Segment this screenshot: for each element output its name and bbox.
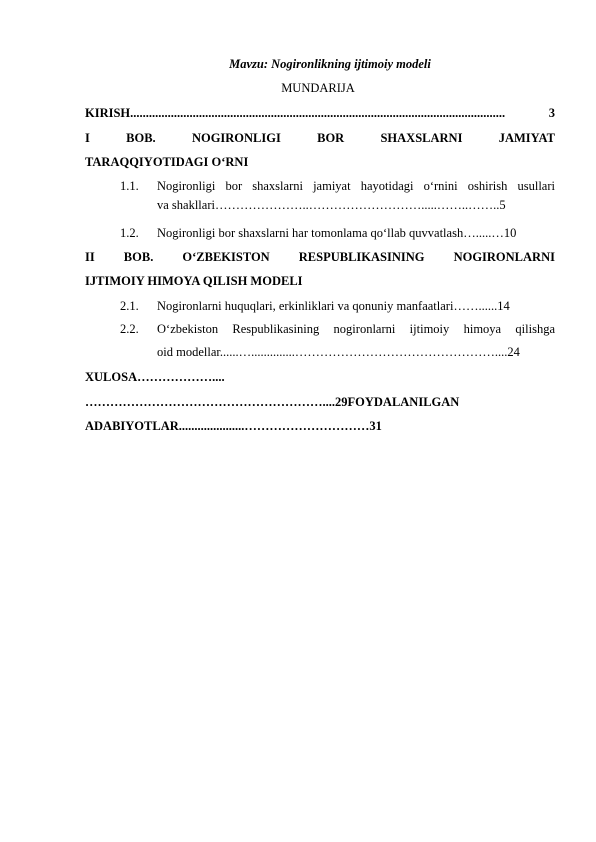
chapter-1-word: BOB. (126, 131, 156, 145)
section-title-line2: va shakllari…………………..……………………….....……..……..5 (157, 198, 506, 212)
section-number: 1.1. (120, 179, 139, 193)
toc-section-2-2[interactable] (120, 321, 555, 361)
document-topic: Mavzu: Nogironlikning ijtimoiy modeli (229, 57, 431, 71)
toc-chapter-1-line1[interactable] (85, 130, 555, 146)
section-title-line1: Nogironligi bor shaxslarni jamiyat hayotidagi o‘rnini oshirish usullari (157, 179, 555, 193)
toc-intro-leader: ........................................................................................................................ (130, 106, 506, 120)
toc-intro-label: KIRISH (85, 106, 131, 120)
chapter-1-word: NOGIRONLIGI (191, 131, 281, 145)
toc-section-2-1[interactable] (120, 298, 555, 318)
chapter-1-word: I (85, 131, 90, 145)
chapter-2-word: NOGIRONLARNI (453, 250, 555, 264)
toc-chapter-1-line2: TARAQQIYOTIDAGI O‘RNI (85, 155, 249, 169)
section-number: 2.2. (120, 322, 139, 336)
toc-intro-page: 3 (548, 106, 555, 120)
chapter-2-word: II (85, 250, 95, 264)
chapter-1-word: BOR (317, 131, 345, 145)
contents-heading: MUNDARIJA (281, 81, 355, 95)
toc-section-1-2[interactable] (120, 225, 555, 245)
toc-entry-bibliography-line1[interactable]: …………………………………………………....29FOYDALANILGAN (85, 395, 460, 409)
chapter-1-word: SHAXSLARNI (380, 131, 463, 145)
chapter-2-word: RESPUBLIKASINING (298, 250, 425, 264)
section-number: 2.1. (120, 299, 139, 313)
section-title-line2: oid modellar......…..............…………………………………………....24 (157, 345, 520, 359)
toc-chapter-2-line1[interactable] (85, 249, 555, 265)
toc-chapter-2-line2: IJTIMOIY HIMOYA QILISH MODELI (85, 274, 303, 288)
section-number: 1.2. (120, 226, 139, 240)
section-title-line1: Nogironlarni huquqlari, erkinliklari va qonuniy manfaatlari……......14 (157, 299, 510, 313)
chapter-1-word: JAMIYAT (498, 131, 555, 145)
toc-entry-bibliography-line2[interactable]: ADABIYOTLAR.....................…………………………31 (85, 419, 382, 433)
toc-section-1-1[interactable] (120, 178, 555, 218)
section-title-line1: O‘zbekiston Respublikasining nogironlarni ijtimoiy himoya qilishga (157, 322, 555, 336)
chapter-2-word: BOB. (123, 250, 154, 264)
section-title-line1: Nogironligi bor shaxslarni har tomonlama qo‘llab quvvatlash….....…10 (157, 226, 517, 240)
toc-entry-intro[interactable] (85, 105, 555, 121)
chapter-2-word: O‘ZBEKISTON (182, 250, 270, 264)
toc-entry-conclusion[interactable]: XULOSA……………….... (85, 370, 225, 384)
